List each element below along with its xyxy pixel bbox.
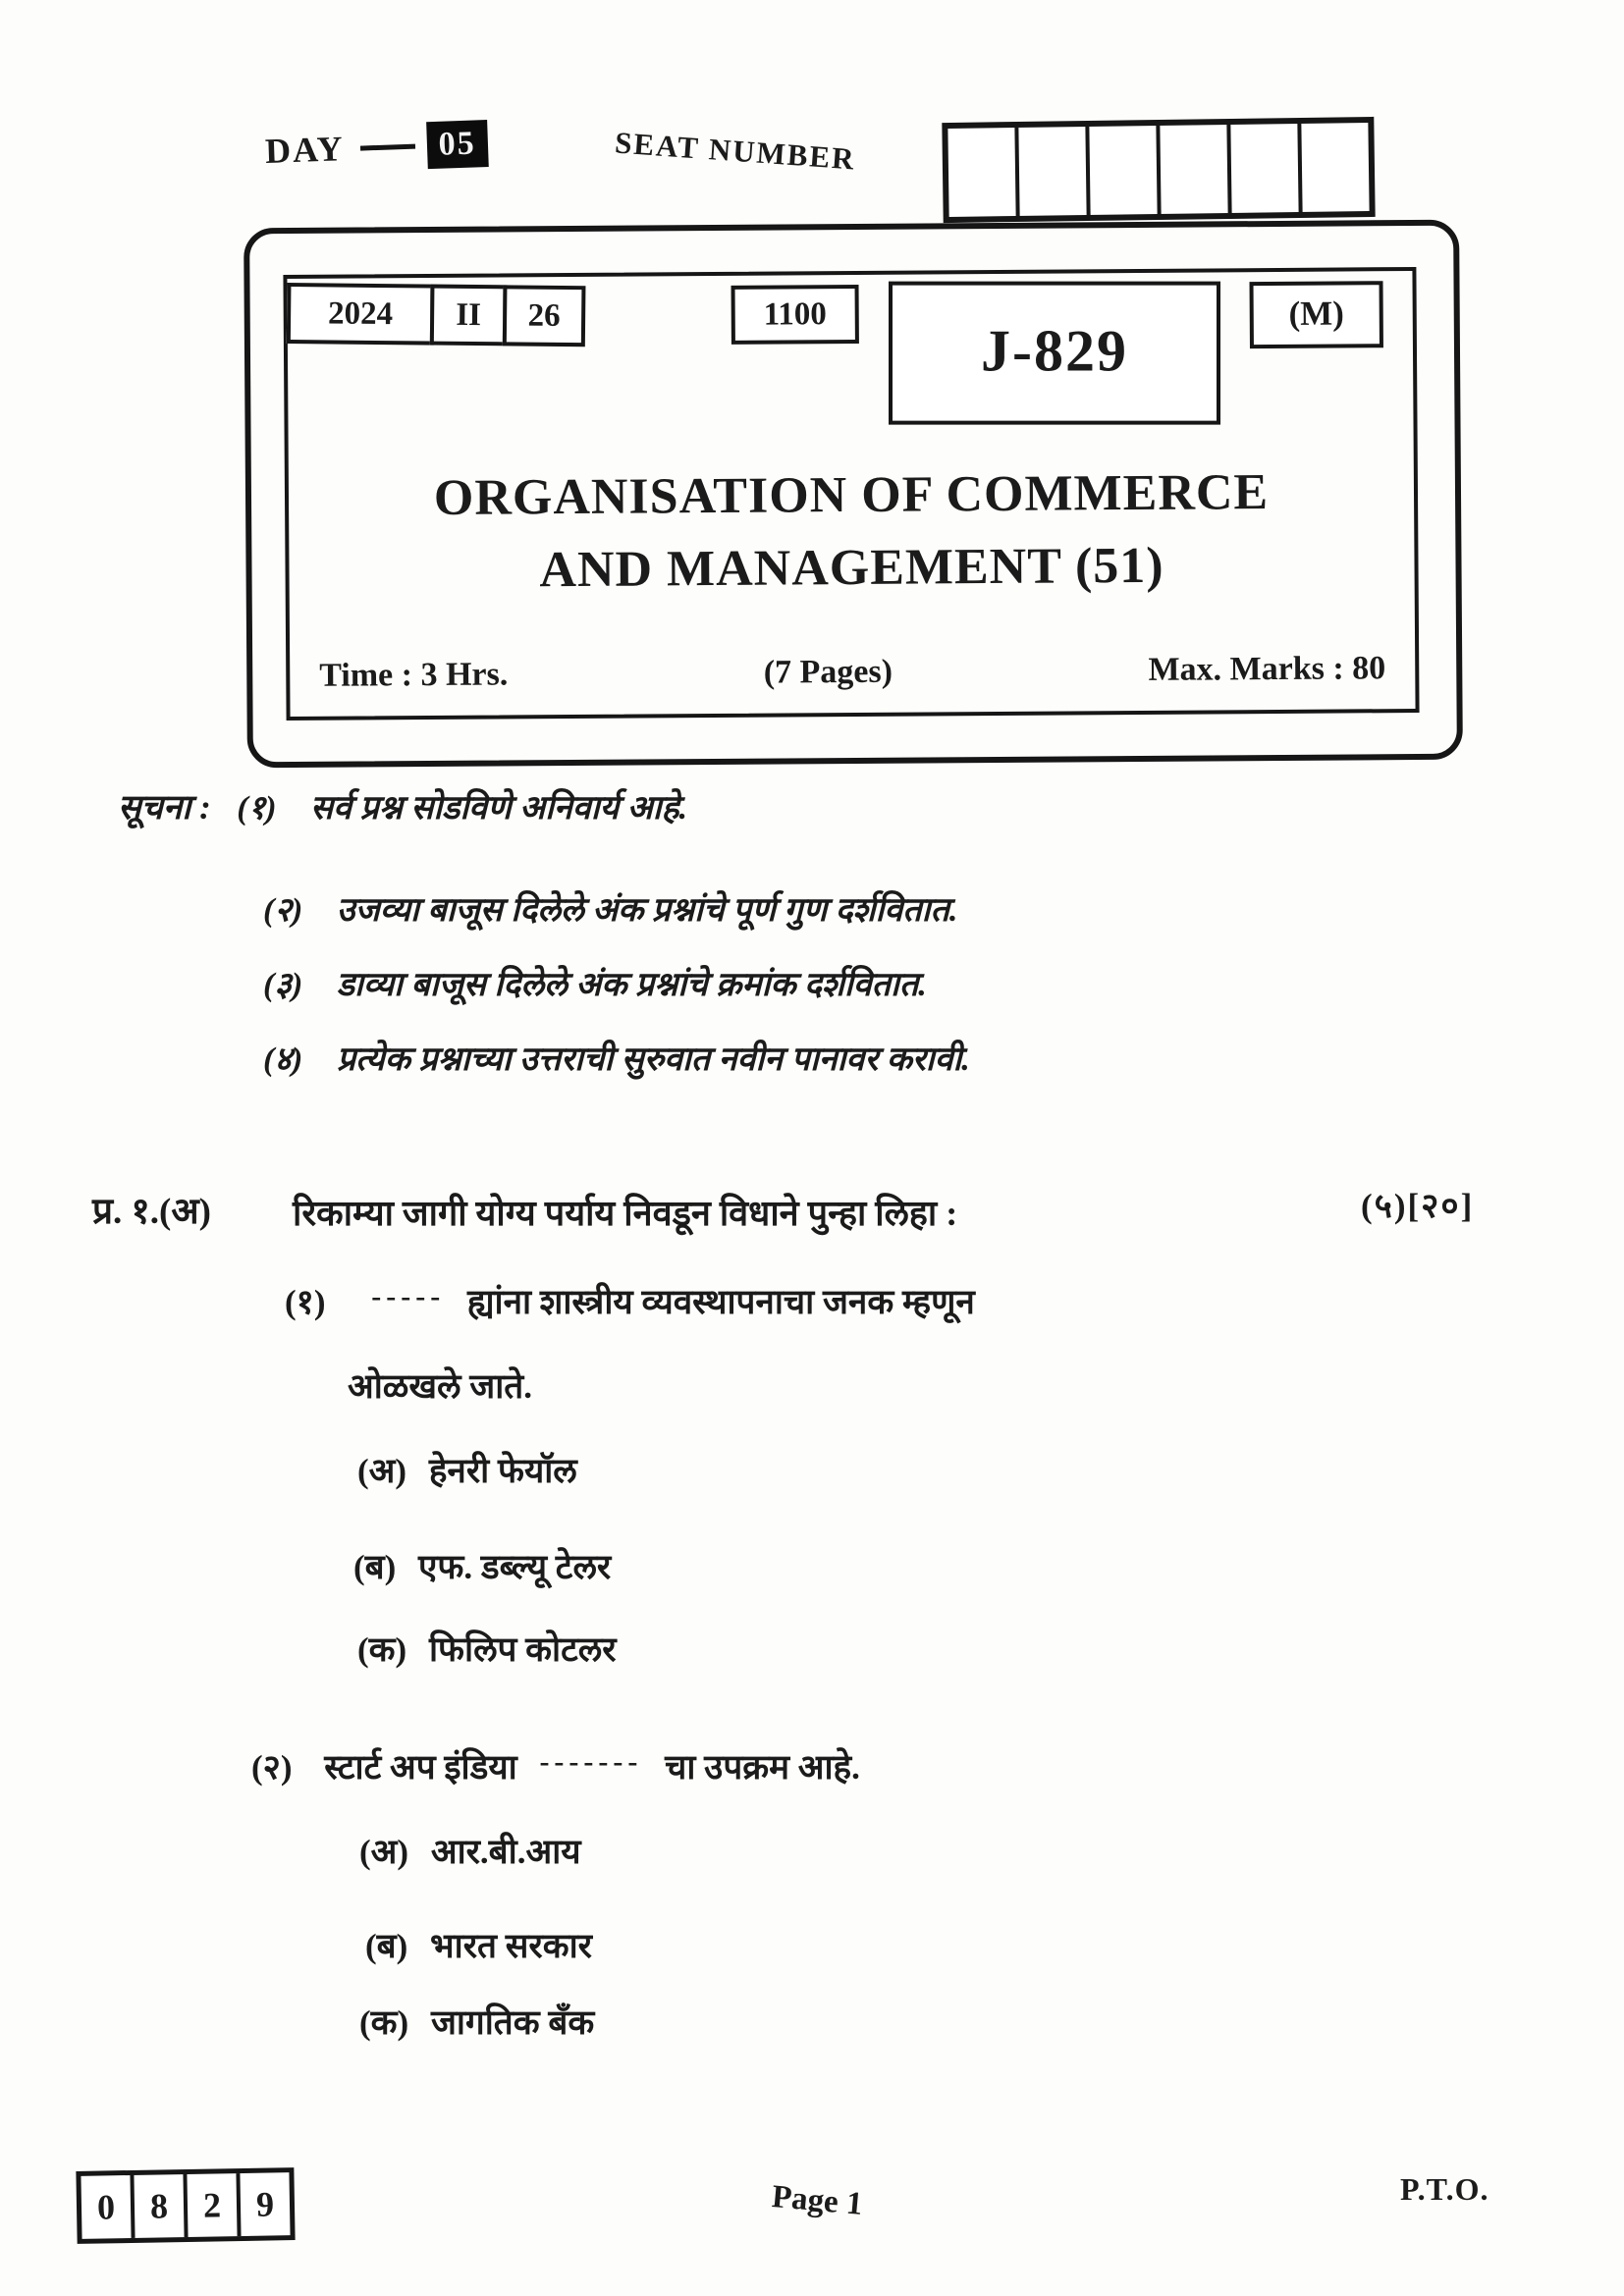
subquestion-number: (२) <box>251 1748 293 1787</box>
option-label: (क) <box>359 2003 409 2042</box>
subquestion-text: स्टार्ट अप इंडिया <box>324 1748 517 1787</box>
option-text: जागतिक बँक <box>430 2003 595 2042</box>
option-row <box>359 1999 594 2045</box>
subquestion-text: चा उपक्रम आहे. <box>665 1748 860 1787</box>
question-number: प्र. १.(अ) <box>92 1192 211 1232</box>
day-value-badge: 05 <box>426 120 489 169</box>
instruction-line-1 <box>118 783 687 829</box>
footer-code-cell: 0 <box>81 2175 135 2239</box>
subquestion-1-line2: ओळखले जाते. <box>348 1367 532 1406</box>
max-marks: Max. Marks : 80 <box>1148 650 1386 688</box>
option-row <box>359 1828 581 1874</box>
subquestion-1-line1 <box>285 1278 975 1324</box>
question-marks: (५)[२०] <box>1361 1187 1475 1225</box>
paper-title-line2: AND MANAGEMENT (51) <box>539 537 1164 599</box>
instruction-text: डाव्या बाजूस दिलेले अंक प्रश्नांचे क्रमांक दर्शवितात. <box>336 967 927 1003</box>
page-number: Page 1 <box>770 2179 864 2222</box>
instructions-heading: सूचना : <box>118 788 211 827</box>
paper-meta-row <box>290 650 1415 695</box>
option-row <box>357 1447 577 1493</box>
option-row <box>365 1922 592 1968</box>
subquestion-text: ह्यांना शास्त्रीय व्यवस्थापनाचा जनक म्हणून <box>466 1283 975 1321</box>
seat-number-grid <box>942 117 1375 223</box>
instruction-number: (३) <box>263 967 303 1003</box>
instruction-text: सर्व प्रश्न सोडविणे अनिवार्य आहे. <box>310 790 688 827</box>
seat-number-label: SEAT NUMBER <box>614 125 857 177</box>
instruction-number: (२) <box>263 892 303 929</box>
day-label: DAY <box>264 129 346 171</box>
instruction-number: (१) <box>237 790 277 827</box>
pages-count: (7 Pages) <box>763 653 893 691</box>
instruction-line-3 <box>263 960 927 1005</box>
exam-date-row <box>287 283 586 347</box>
instruction-number: (४) <box>263 1041 303 1078</box>
subquestion-2-line1 <box>251 1743 860 1789</box>
footer-code-grid <box>76 2167 295 2244</box>
footer-code-cell: 9 <box>255 2184 275 2224</box>
exam-time-code-box: 1100 <box>731 285 859 345</box>
seat-number-cell <box>1018 127 1090 216</box>
option-text: भारत सरकार <box>430 1927 592 1965</box>
seat-number-cell <box>1089 126 1161 215</box>
option-label: (ब) <box>353 1548 397 1586</box>
option-text: आर.बी.आय <box>430 1833 581 1871</box>
option-label: (अ) <box>359 1833 409 1871</box>
exam-day-cell: 26 <box>503 285 586 347</box>
day-row <box>264 120 488 175</box>
exam-header-box <box>244 220 1463 769</box>
footer-code-cell: 8 <box>134 2174 188 2238</box>
seat-number-cell <box>1160 125 1231 214</box>
question-text: रिकाम्या जागी योग्य पर्याय निवडून विधाने पुन्हा लिहा : <box>293 1194 958 1233</box>
option-text: फिलिप कोटलर <box>428 1630 617 1669</box>
option-label: (क) <box>357 1630 407 1669</box>
instruction-line-4 <box>263 1035 970 1080</box>
option-text: हेनरी फेयॉल <box>428 1452 577 1490</box>
seat-number-cell <box>947 128 1019 217</box>
option-text: एफ. डब्ल्यू टेलर <box>418 1548 612 1586</box>
instruction-text: उजव्या बाजूस दिलेले अंक प्रश्नांचे पूर्ण गुण दर्शवितात. <box>336 892 958 929</box>
fill-in-blank: ----- <box>371 1280 446 1312</box>
exam-year-cell: 2024 <box>287 283 435 346</box>
option-label: (ब) <box>365 1927 408 1965</box>
pto-label: P.T.O. <box>1400 2171 1489 2207</box>
time-allowed: Time : 3 Hrs. <box>319 656 509 694</box>
instruction-text: प्रत्येक प्रश्नाच्या उत्तराची सुरुवात नवीन पानावर करावी. <box>336 1041 970 1078</box>
subquestion-number: (१) <box>285 1283 326 1321</box>
paper-title <box>289 455 1415 609</box>
seat-number-cell <box>1230 124 1302 213</box>
seat-number-cell <box>1301 123 1369 212</box>
footer-code-cell: 2 <box>187 2173 241 2237</box>
medium-box: (M) <box>1250 281 1383 348</box>
exam-header-inner-box <box>283 267 1419 721</box>
option-label: (अ) <box>357 1452 407 1490</box>
paper-title-line1: ORGANISATION OF COMMERCE <box>433 464 1270 526</box>
instruction-line-2 <box>263 885 957 931</box>
option-row <box>353 1543 611 1589</box>
day-dash-line <box>360 143 415 150</box>
paper-code-box: J-829 <box>889 282 1220 425</box>
exam-month-cell: II <box>430 285 508 347</box>
fill-in-blank: ------- <box>539 1745 643 1778</box>
option-row <box>357 1626 617 1672</box>
